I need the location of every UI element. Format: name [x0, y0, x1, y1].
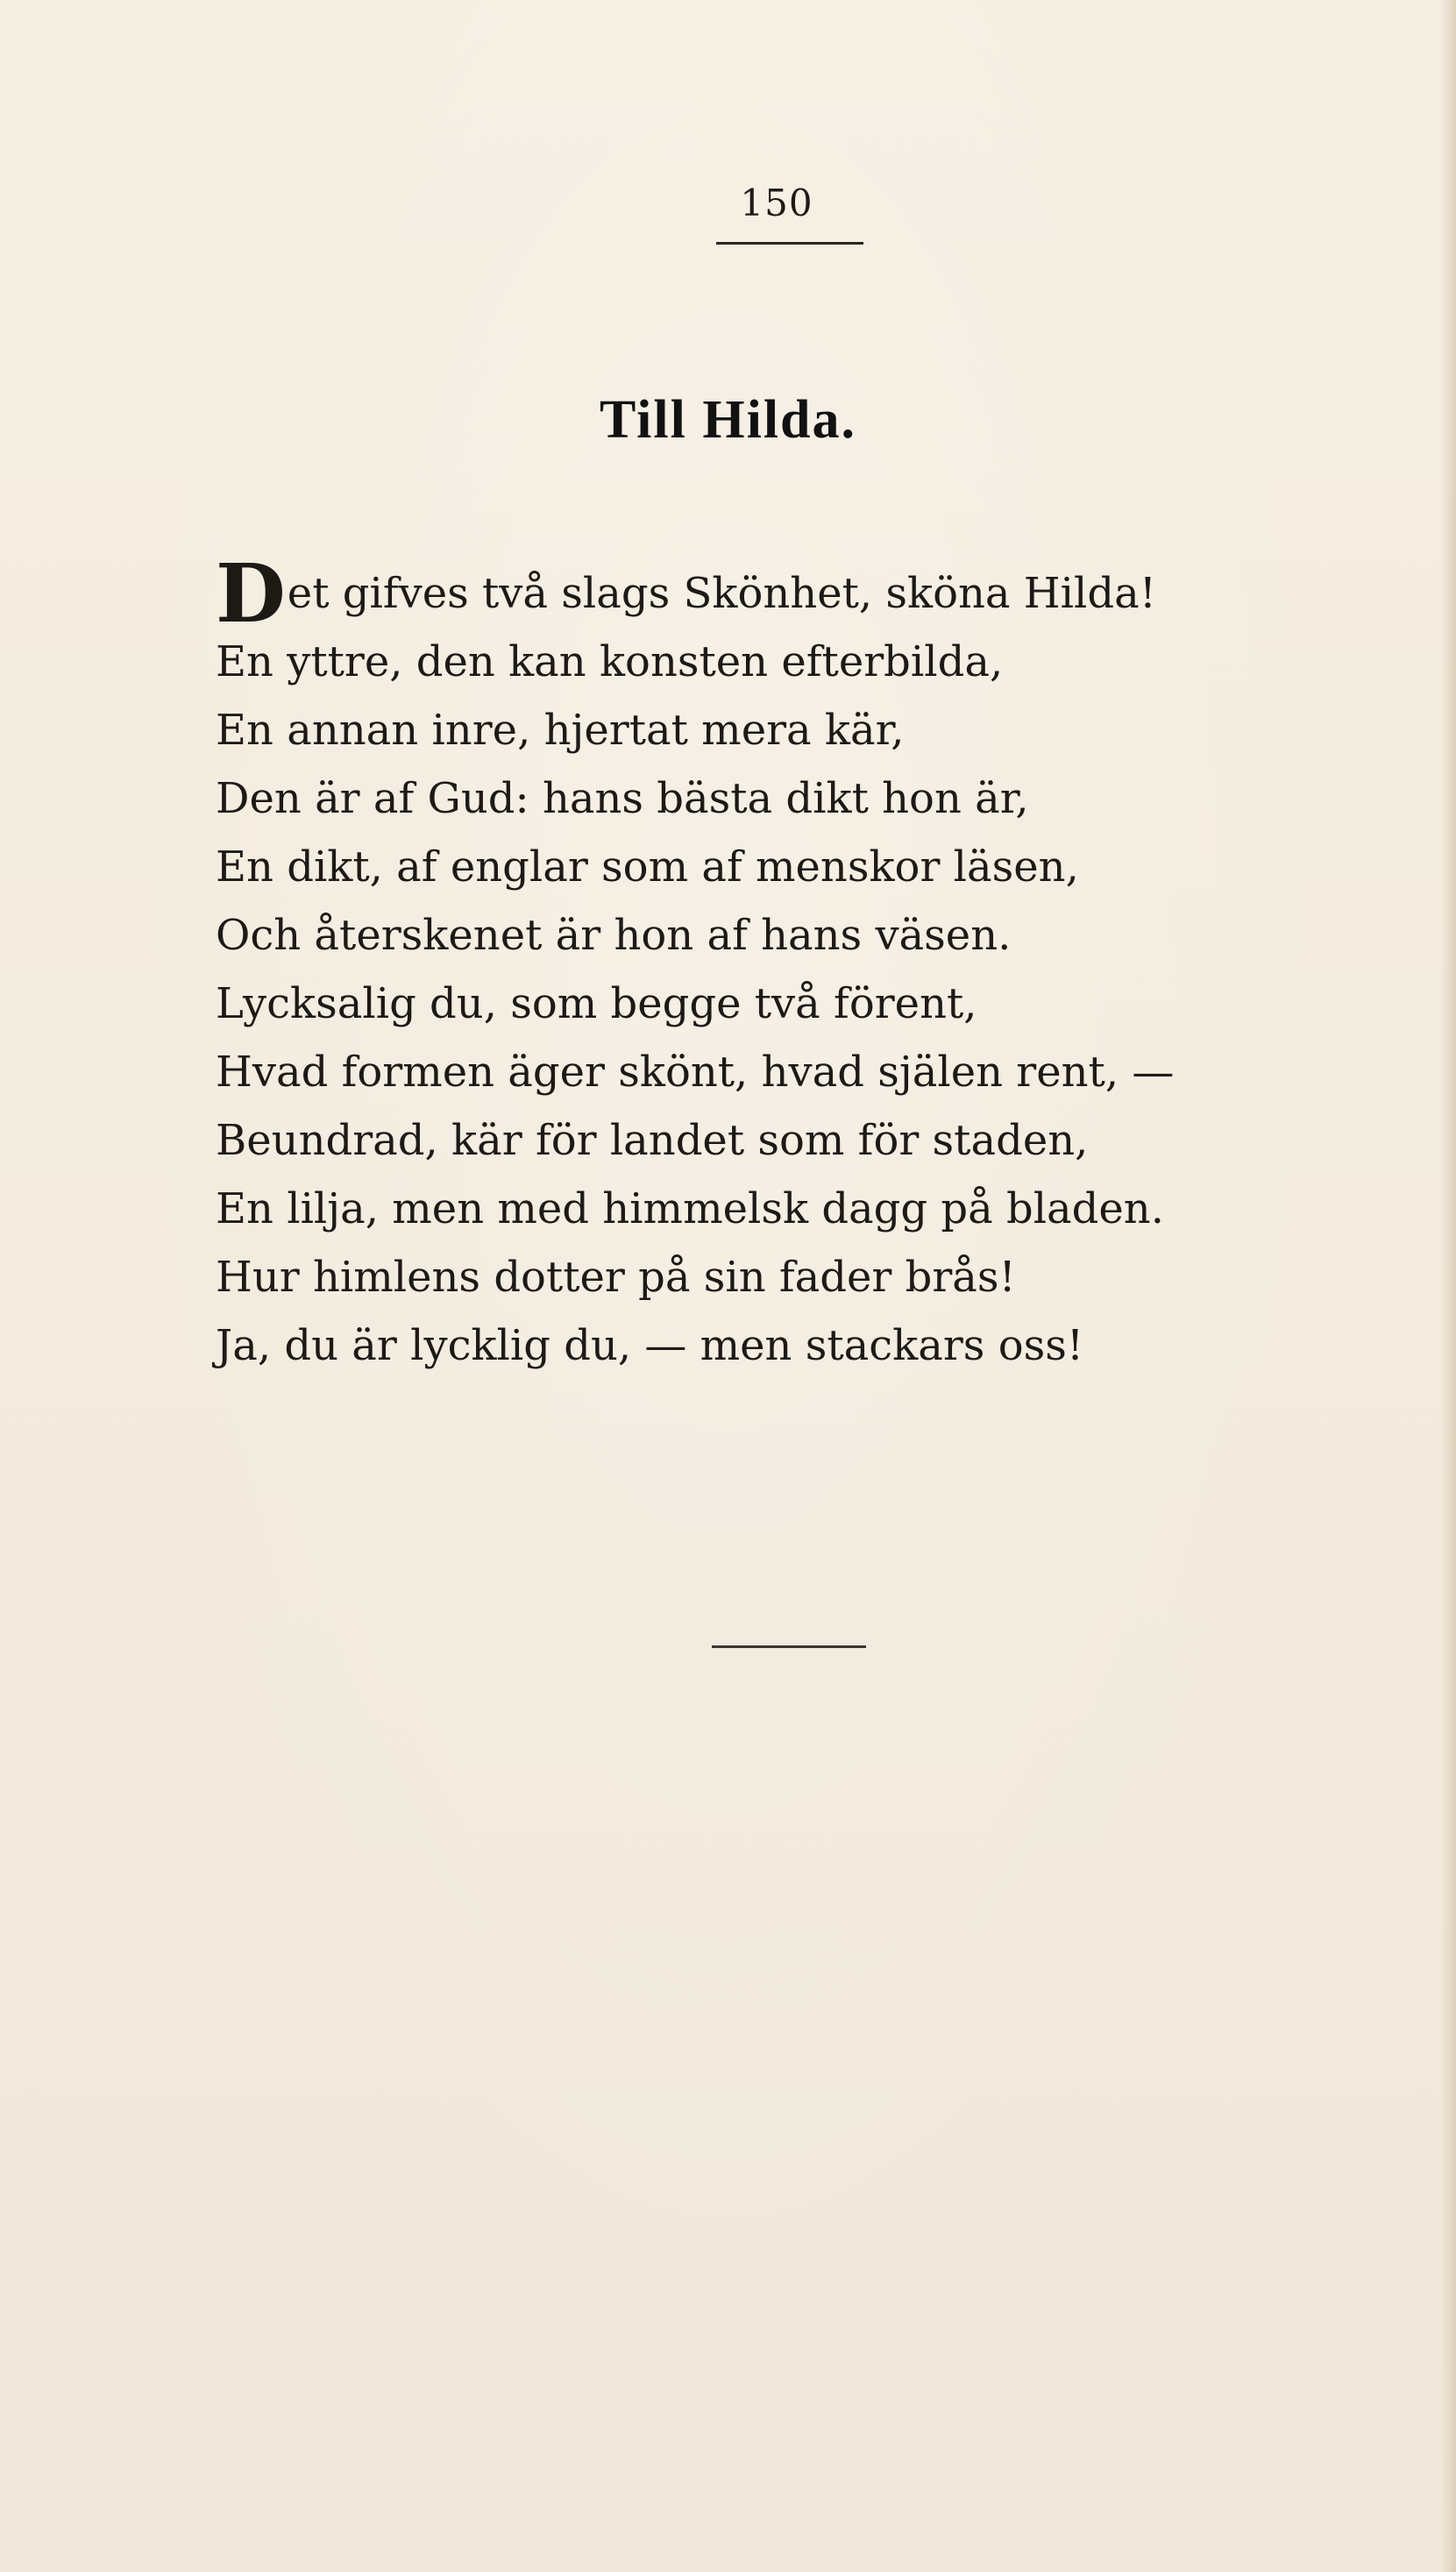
- poem-line-4: Den är af Gud: hans bästa dikt hon är,: [216, 774, 1029, 823]
- poem-line-5: En dikt, af englar som af menskor läsen,: [216, 842, 1079, 892]
- page-edge-shadow: [1440, 0, 1456, 2572]
- poem-line-7: Lycksalig du, som begge två förent,: [216, 979, 977, 1028]
- poem-line-12: Ja, du är lycklig du, — men stackars oss!: [216, 1321, 1084, 1370]
- poem-title: Till Hilda.: [599, 390, 857, 450]
- closing-rule: [712, 1645, 866, 1648]
- poem-line-6: Och återskenet är hon af hans väsen.: [216, 911, 1012, 960]
- poem-line-1-text: et gifves två slags Skönhet, sköna Hilda!: [287, 569, 1156, 618]
- header-rule: [716, 242, 863, 245]
- poem-line-1: [216, 546, 1390, 641]
- poem-line-2: En yttre, den kan konsten efterbilda,: [216, 637, 1004, 686]
- poem-line-10: En lilja, men med himmelsk dagg på bladen.: [216, 1184, 1164, 1233]
- page-number: 150: [740, 181, 813, 224]
- poem-line-9: Beundrad, kär för landet som för staden,: [216, 1116, 1089, 1165]
- poem-line-11: Hur himlens dotter på sin fader brås!: [216, 1253, 1016, 1302]
- poem-line-3: En annan inre, hjertat mera kär,: [216, 706, 905, 755]
- drop-cap: D: [216, 546, 286, 641]
- poem-line-8: Hvad formen äger skönt, hvad själen rent, —: [216, 1048, 1175, 1097]
- poem-body: [216, 546, 1390, 1380]
